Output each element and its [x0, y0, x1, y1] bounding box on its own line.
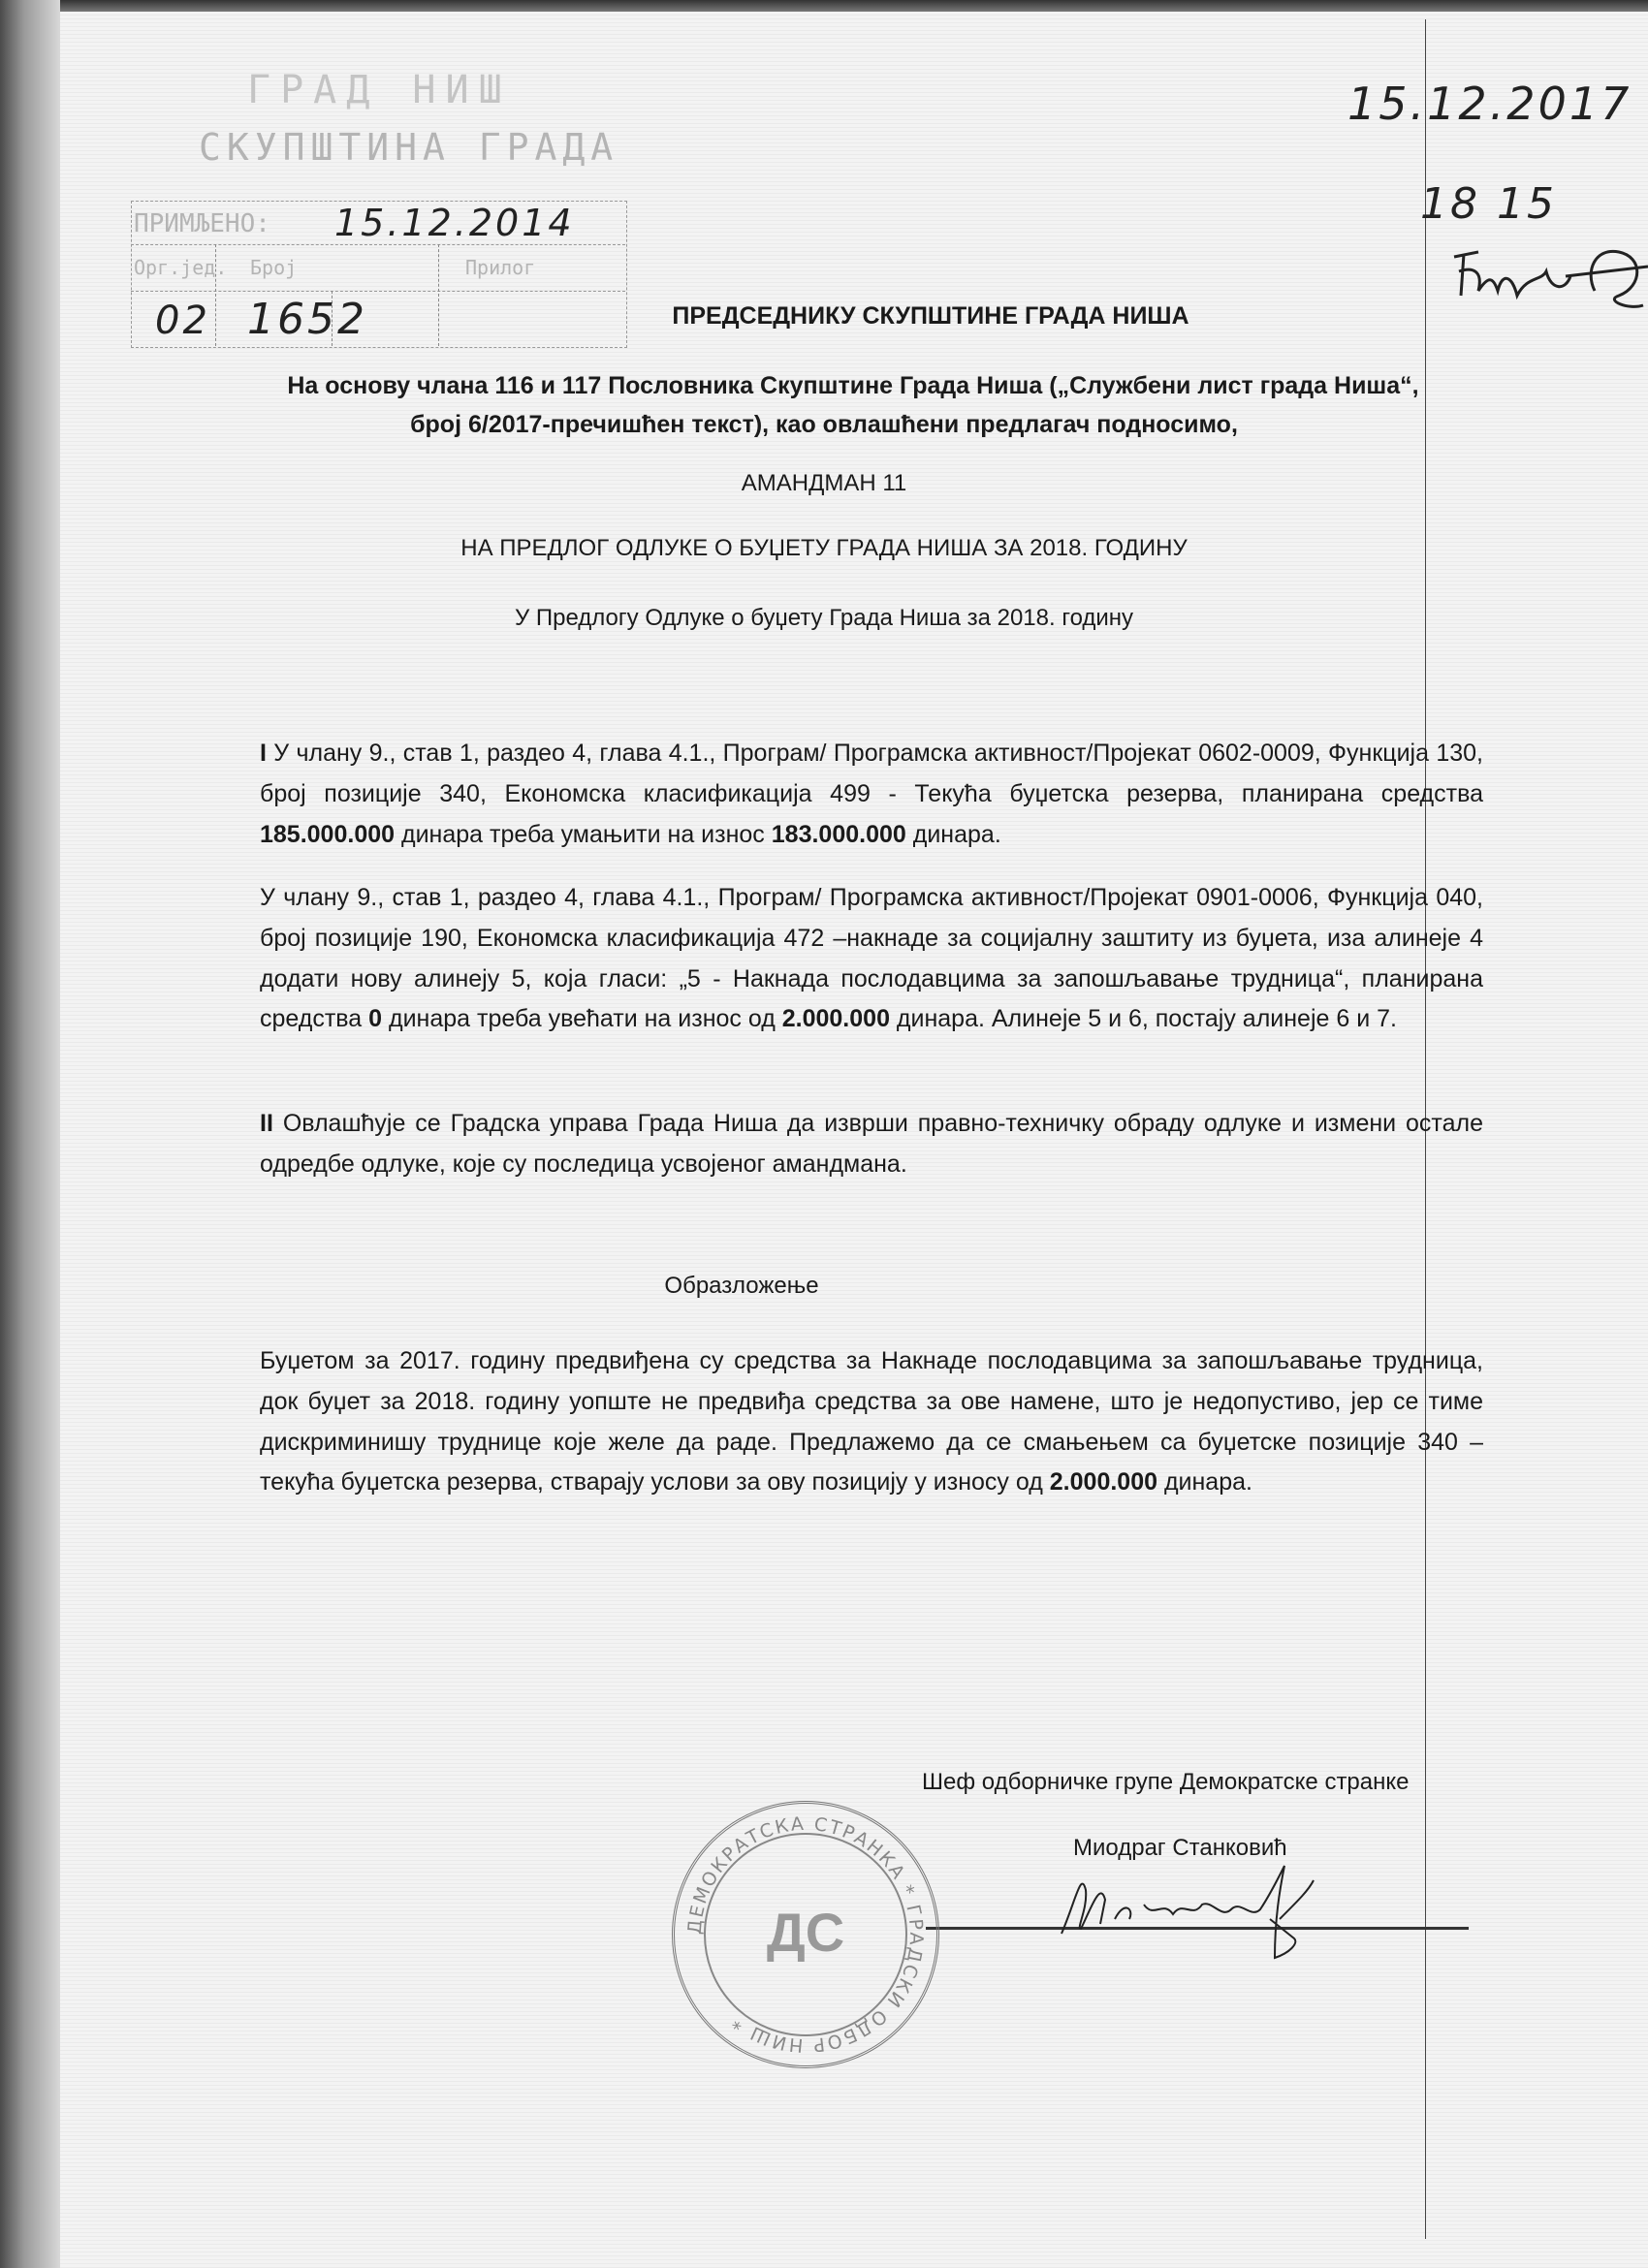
explanation-title: Образложење	[664, 1273, 819, 1299]
handwritten-date: 15.12.2017	[1347, 78, 1632, 130]
party-seal	[672, 1801, 939, 2068]
stamp-received-label: ПРИМЉЕНО:	[134, 209, 270, 238]
stamp-header-line1: ГРАД НИШ	[247, 68, 512, 112]
scan-top-edge	[0, 0, 1648, 12]
seal-center-text: ДС	[766, 1902, 845, 1963]
paragraph-i-second: У члану 9., став 1, раздео 4, глава 4.1., Програм/ Програмска активност/Пројекат 0901-0006, Функција 040, број позиције 190, Економска класификација 472 –накнаде за социјалну заштиту из буџета, иза алинеје 4 додати нову алинеју 5, која гласи: „5 - Накнада послодавцима за запошљавање трудница“, планирана средства 0 динара треба увећати на износ од 2.000.000 динара. Алинеје 5 и 6, постају алинеје 6 и 7.	[260, 884, 1483, 1033]
explanation-paragraph: Буџетом за 2017. годину предвиђена су средства за Накнаде послодавцима за запошљавање трудница, док буџет за 2018. годину уопште не предвиђа средства за ове намене, што је недопустиво, јер се тиме дискриминишу труднице које желе да раде. Предлажемо да се смањењем са буџетске позиције 340 – текућа буџетска резерва, стварају услови за ову позицију у износу од 2.000.000 динара.	[260, 1347, 1483, 1496]
intro-line-2: број 6/2017-пречишћен текст), као овлашћени предлагач подносимо,	[410, 411, 1238, 438]
signature	[1057, 1861, 1367, 1968]
stamp-number-label: Број	[250, 256, 298, 279]
proposal-title: НА ПРЕДЛОГ ОДЛУКЕ О БУЏЕТУ ГРАДА НИША ЗА 2018. ГОДИНУ	[460, 535, 1188, 561]
paragraph-i: I У члану 9., став 1, раздео 4, глава 4.1., Програм/ Програмска активност/Пројекат 0602-0009, Функција 130, број позиције 340, Економска класификација 499 - Текућа буџетска резерва, планирана средства 185.000.000 динара треба умањити на износ 183.000.000 динара.	[260, 740, 1483, 848]
signatory-name: Миодраг Станковић	[1073, 1835, 1287, 1861]
stamp-received-date: 15.12.2014	[334, 202, 575, 244]
stamp-unit-label: Орг.јед.	[134, 256, 228, 279]
intro-line-1: На основу члана 116 и 117 Пословника Скупштине Града Ниша („Службени лист града Ниша“,	[287, 372, 1419, 399]
signatory-title: Шеф одборничке групе Демократске странке	[922, 1769, 1410, 1795]
stamp-number-value: 1652	[247, 295, 367, 344]
handwritten-time: 18 15	[1420, 179, 1557, 229]
addressee: ПРЕДСЕДНИКУ СКУПШТИНЕ ГРАДА НИША	[672, 302, 1189, 330]
amendment-title: АМАНДМАН 11	[741, 470, 907, 496]
stamp-divider	[438, 244, 439, 346]
paragraph-ii: II Овлашћује се Градска управа Града Ниша да изврши правно-техничку обраду одлуке и измени остале одредбе одлуке, које су последица усвојеног амандмана.	[260, 1110, 1483, 1178]
stamp-attachment-label: Прилог	[465, 256, 536, 279]
stamp-divider	[131, 291, 625, 292]
proposal-subtitle: У Предлогу Одлуке о буџету Града Ниша за 2018. годину	[514, 605, 1134, 631]
scan-left-edge	[0, 0, 60, 2268]
stamp-header-line2: СКУПШТИНА ГРАДА	[199, 126, 619, 169]
stamp-divider	[131, 244, 625, 245]
stamp-unit-value: 02	[155, 299, 210, 343]
svg-text:ДЕМОКРАТСКА СТРАНКА * ГРАДСКИ: ДЕМОКРАТСКА СТРАНКА * ГРАДСКИ ОДБОР НИШ *	[683, 1812, 928, 2057]
